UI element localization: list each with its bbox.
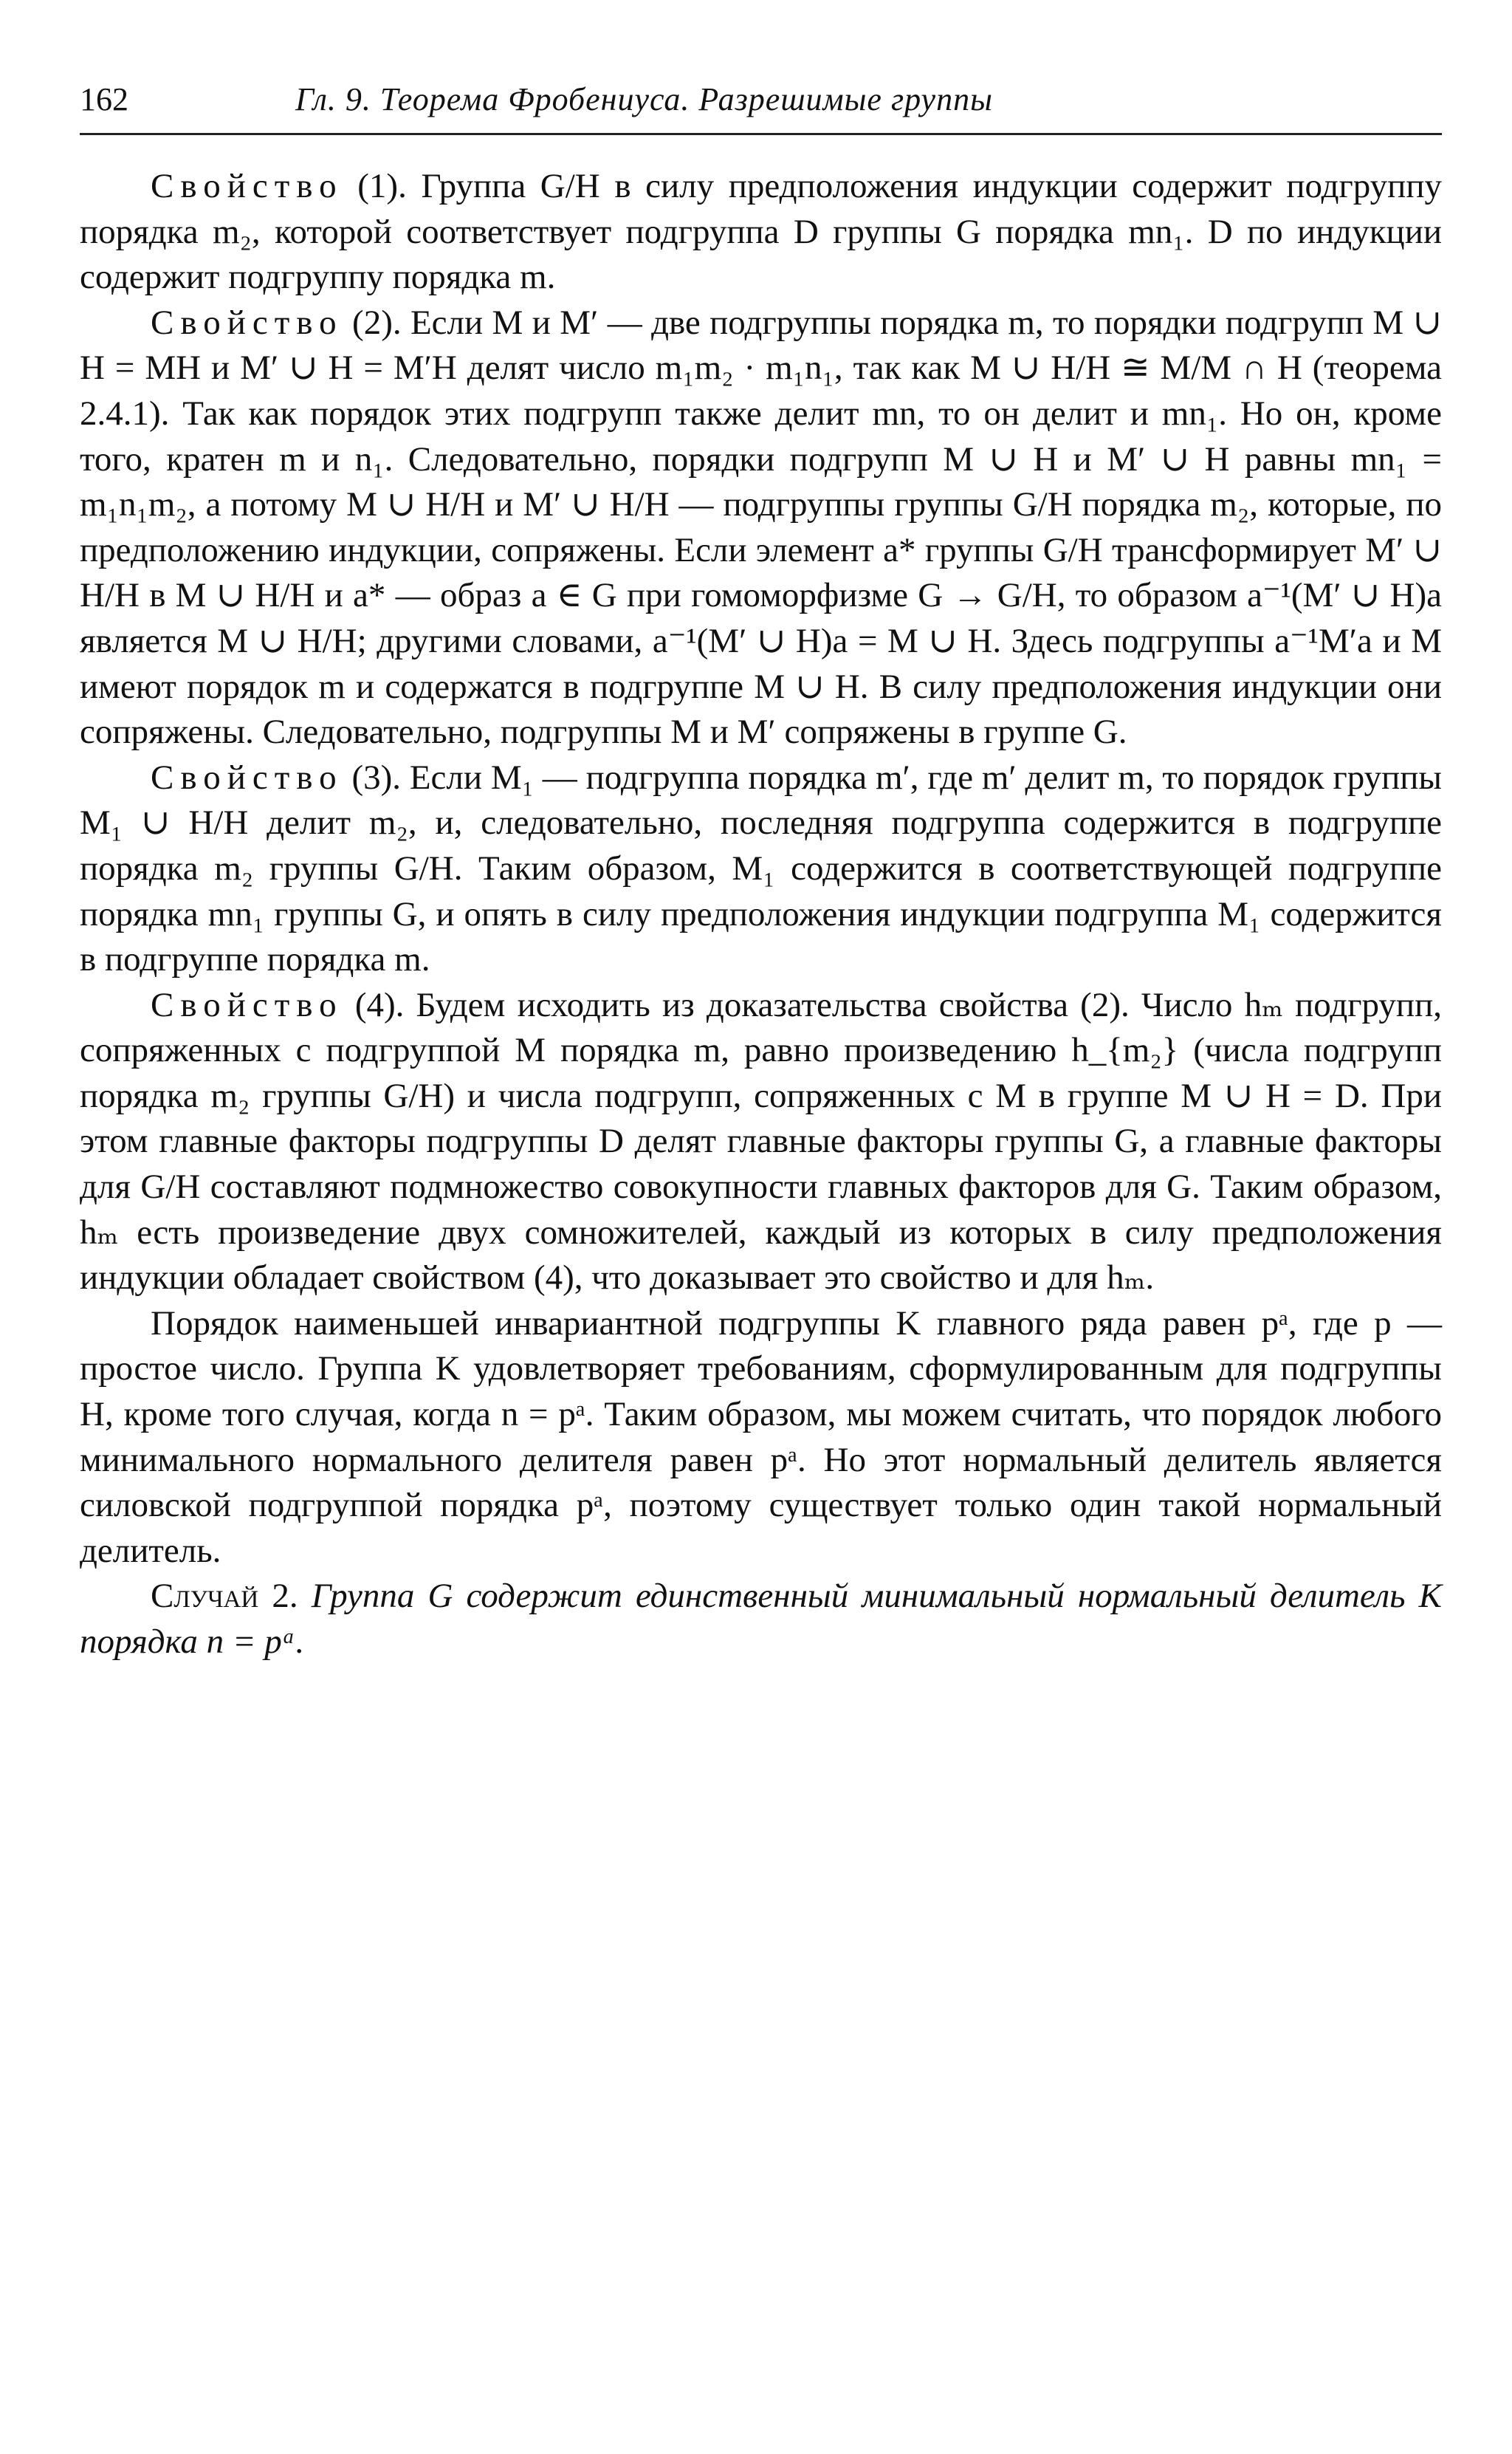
property-lead: Свойство xyxy=(151,758,343,797)
paragraph-property-2 xyxy=(80,301,1442,755)
page-header xyxy=(80,74,1442,126)
body-text xyxy=(80,164,1442,1665)
page-number: 162 xyxy=(80,81,128,117)
paragraph-text: (4). Будем исходить из доказательства свойства (2). Число hₘ подгрупп, сопряженных с подгруппой M порядка m, равно произведению h_{m₂} (числа подгрупп порядка m₂ группы G/H) и числа подгрупп, сопряженных с M в группе M ∪ H = D. При этом главные факторы подгруппы D делят главные факторы группы G, а главные факторы для G/H составляют подмножество совокупности главных факторов для G. Таким образом, hₘ есть произведение двух сомножителей, каждый из которых в силу предположения индукции обладает свойством (4), что доказывает это свойство и для hₘ. xyxy=(80,985,1442,1298)
case-label: Случай 2. xyxy=(151,1577,298,1616)
paragraph-text: (1). Группа G/H в силу предположения индукции содержит подгруппу порядка m₂, которой соответствует подгруппа D группы G порядка mn₁. D по индукции содержит подгруппу порядка m. xyxy=(80,167,1442,297)
case-2-heading xyxy=(80,1574,1442,1665)
property-lead: Свойство xyxy=(151,303,343,342)
property-lead: Свойство xyxy=(151,985,343,1024)
paragraph-property-1 xyxy=(80,164,1442,301)
paragraph-text: Порядок наименьшей инвариантной подгруппы K главного ряда равен pᵃ, где p — простое число. Группа K удовлетворяет требованиям, сформулированным для подгруппы H, кроме того случая, когда n = pᵃ. Таким образом, мы можем считать, что порядок любого минимального нормального делителя равен pᵃ. Но этот нормальный делитель является силовской подгруппой порядка pᵃ, поэтому существует только один такой нормальный делитель. xyxy=(80,1303,1442,1570)
property-lead: Свойство xyxy=(151,167,343,205)
header-rule xyxy=(80,133,1442,135)
paragraph-text: (2). Если M и M′ — две подгруппы порядка m, то порядки подгрупп M ∪ H = MH и M′ ∪ H = M′H делят число m₁m₂ · m₁n₁, так как M ∪ H/H ≅ M/M ∩ H (теорема 2.4.1). Так как порядок этих подгрупп также делит mn, то он делит и mn₁. Но он, кроме того, кратен m и n₁. Следовательно, порядки подгрупп M ∪ H и M′ ∪ H равны mn₁ = m₁n₁m₂, а потому M ∪ H/H и M′ ∪ H/H — подгруппы группы G/H порядка m₂, которые, по предположению индукции, сопряжены. Если элемент a* группы G/H трансформирует M′ ∪ H/H в M ∪ H/H и a* — образ a ∈ G при гомоморфизме G → G/H, то образом a⁻¹(M′ ∪ H)a является M ∪ H/H; другими словами, a⁻¹(M′ ∪ H)a = M ∪ H. Здесь подгруппы a⁻¹M′a и M имеют порядок m и содержатся в подгруппе M ∪ H. В силу предположения индукции они сопряжены. Следовательно, подгруппы M и M′ сопряжены в группе G. xyxy=(80,303,1442,752)
paragraph-property-4 xyxy=(80,983,1442,1301)
paragraph-property-3 xyxy=(80,755,1442,983)
paragraph-text: (3). Если M₁ — подгруппа порядка m′, где m′ делит m, то порядок группы M₁ ∪ H/H делит m₂, и, следовательно, последняя подгруппа содержится в подгруппе порядка m₂ группы G/H. Таким образом, M₁ содержится в соответствующей подгруппе порядка mn₁ группы G, и опять в силу предположения индукции подгруппа M₁ содержится в подгруппе порядка m. xyxy=(80,758,1442,979)
case-statement: Группа G содержит единственный минимальный нормальный делитель K порядка n = pᵃ. xyxy=(80,1577,1442,1661)
paragraph-minimal-subgroup xyxy=(80,1301,1442,1574)
running-title: Гл. 9. Теорема Фробениуса. Разрешимые группы xyxy=(295,81,993,117)
